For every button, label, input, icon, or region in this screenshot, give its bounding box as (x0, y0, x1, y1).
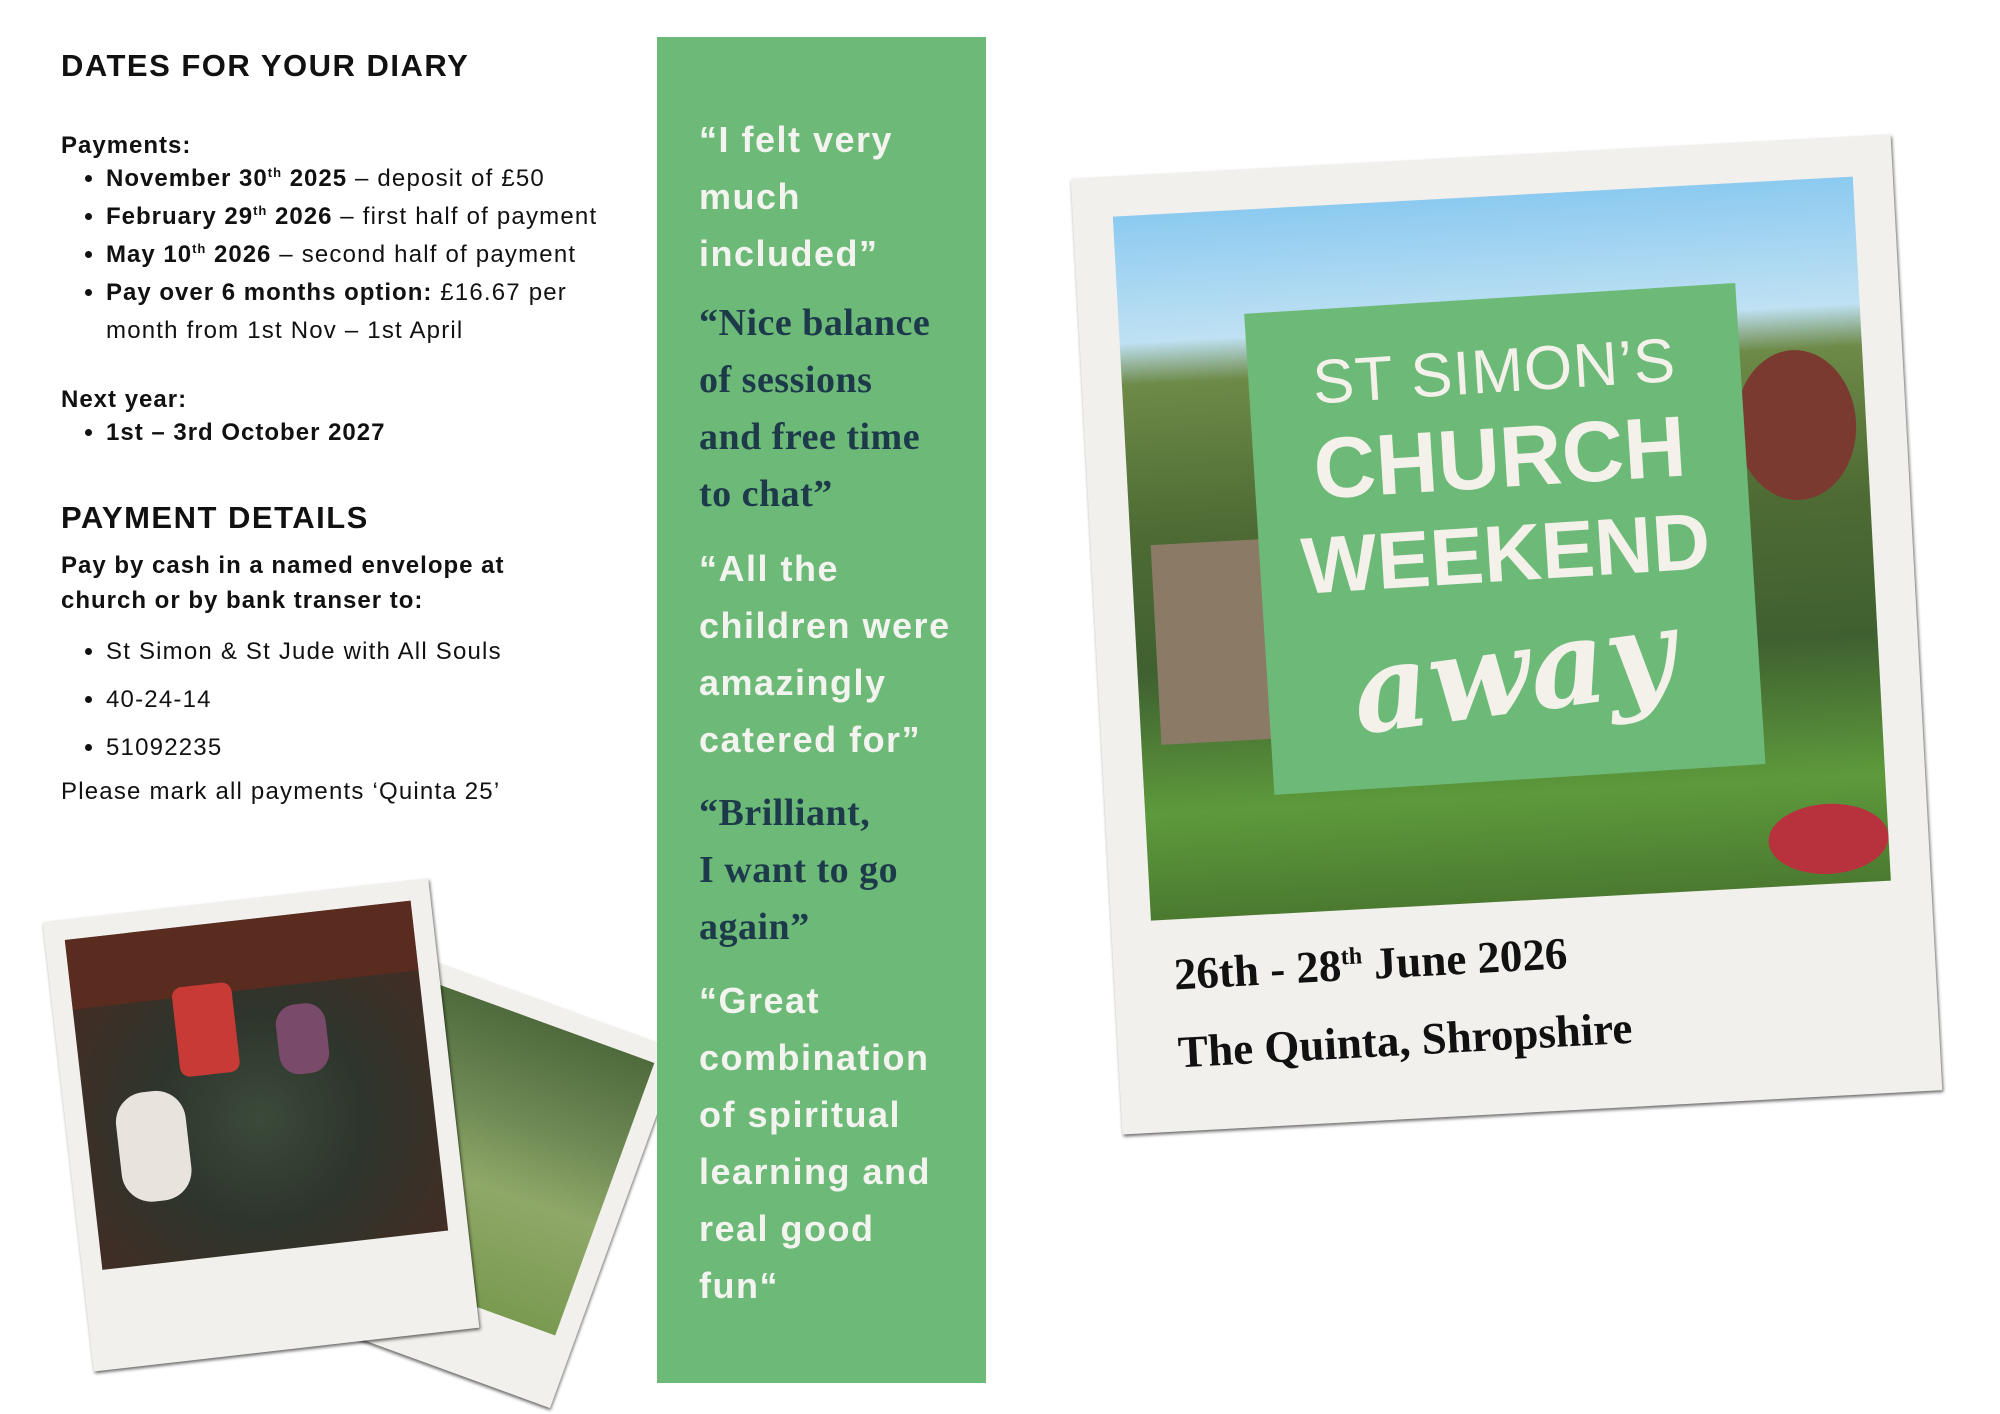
payments-label: Payments: (61, 132, 192, 159)
testimonial-quote: “Great combination of spiritual learning and real good fun“ (699, 980, 932, 1306)
payment-note: Please mark all payments ‘Quinta 25’ (61, 778, 501, 805)
title-line-2: CHURCH (1310, 398, 1689, 518)
payment-item: • November 30th 2025 – deposit of £50 (106, 160, 641, 198)
next-year-label: Next year: (61, 386, 188, 413)
payment-details-heading: PAYMENT DETAILS (61, 500, 369, 535)
testimonial-quote: “All the children were amazingly catered for” (699, 548, 951, 760)
payment-item: • Pay over 6 months option: £16.67 per month from 1st Nov – 1st April (106, 274, 641, 350)
testimonial-quote: “Nice balance of sessions and free time to chat” (699, 302, 931, 515)
title-line-4: away (1343, 580, 1683, 762)
event-dates: 26th - 28th June 2026 (1172, 928, 1569, 1000)
quinta-aerial-photo (1113, 177, 1891, 921)
payment-item: • May 10th 2026 – second half of payment (106, 236, 641, 274)
dates-section (61, 48, 641, 806)
payment-item: • February 29th 2026 – first half of payment (106, 198, 641, 236)
dates-heading: DATES FOR YOUR DIARY (61, 48, 470, 83)
testimonials-column (657, 37, 986, 1383)
payments-list (61, 160, 641, 350)
payment-intro: Pay by cash in a named envelope at church or by bank transer to: (61, 552, 505, 614)
polaroid-indoor (43, 878, 480, 1371)
bank-item: • 40-24-14 (106, 676, 641, 724)
testimonial-quote: “Brilliant, I want to go again” (699, 792, 899, 948)
bank-item: • 51092235 (106, 724, 641, 772)
next-year-item: • 1st – 3rd October 2027 (106, 414, 641, 452)
title-line-3: WEEKEND (1298, 496, 1713, 611)
bank-item: • St Simon & St Jude with All Souls (106, 628, 641, 676)
title-line-1: ST SIMON’S (1310, 325, 1678, 418)
title-badge (1244, 283, 1765, 795)
poster-polaroid (1071, 135, 1943, 1135)
event-venue: The Quinta, Shropshire (1176, 1002, 1634, 1078)
children-indoor-photo (65, 901, 448, 1270)
testimonial-quote: “I felt very much included” (699, 119, 894, 274)
